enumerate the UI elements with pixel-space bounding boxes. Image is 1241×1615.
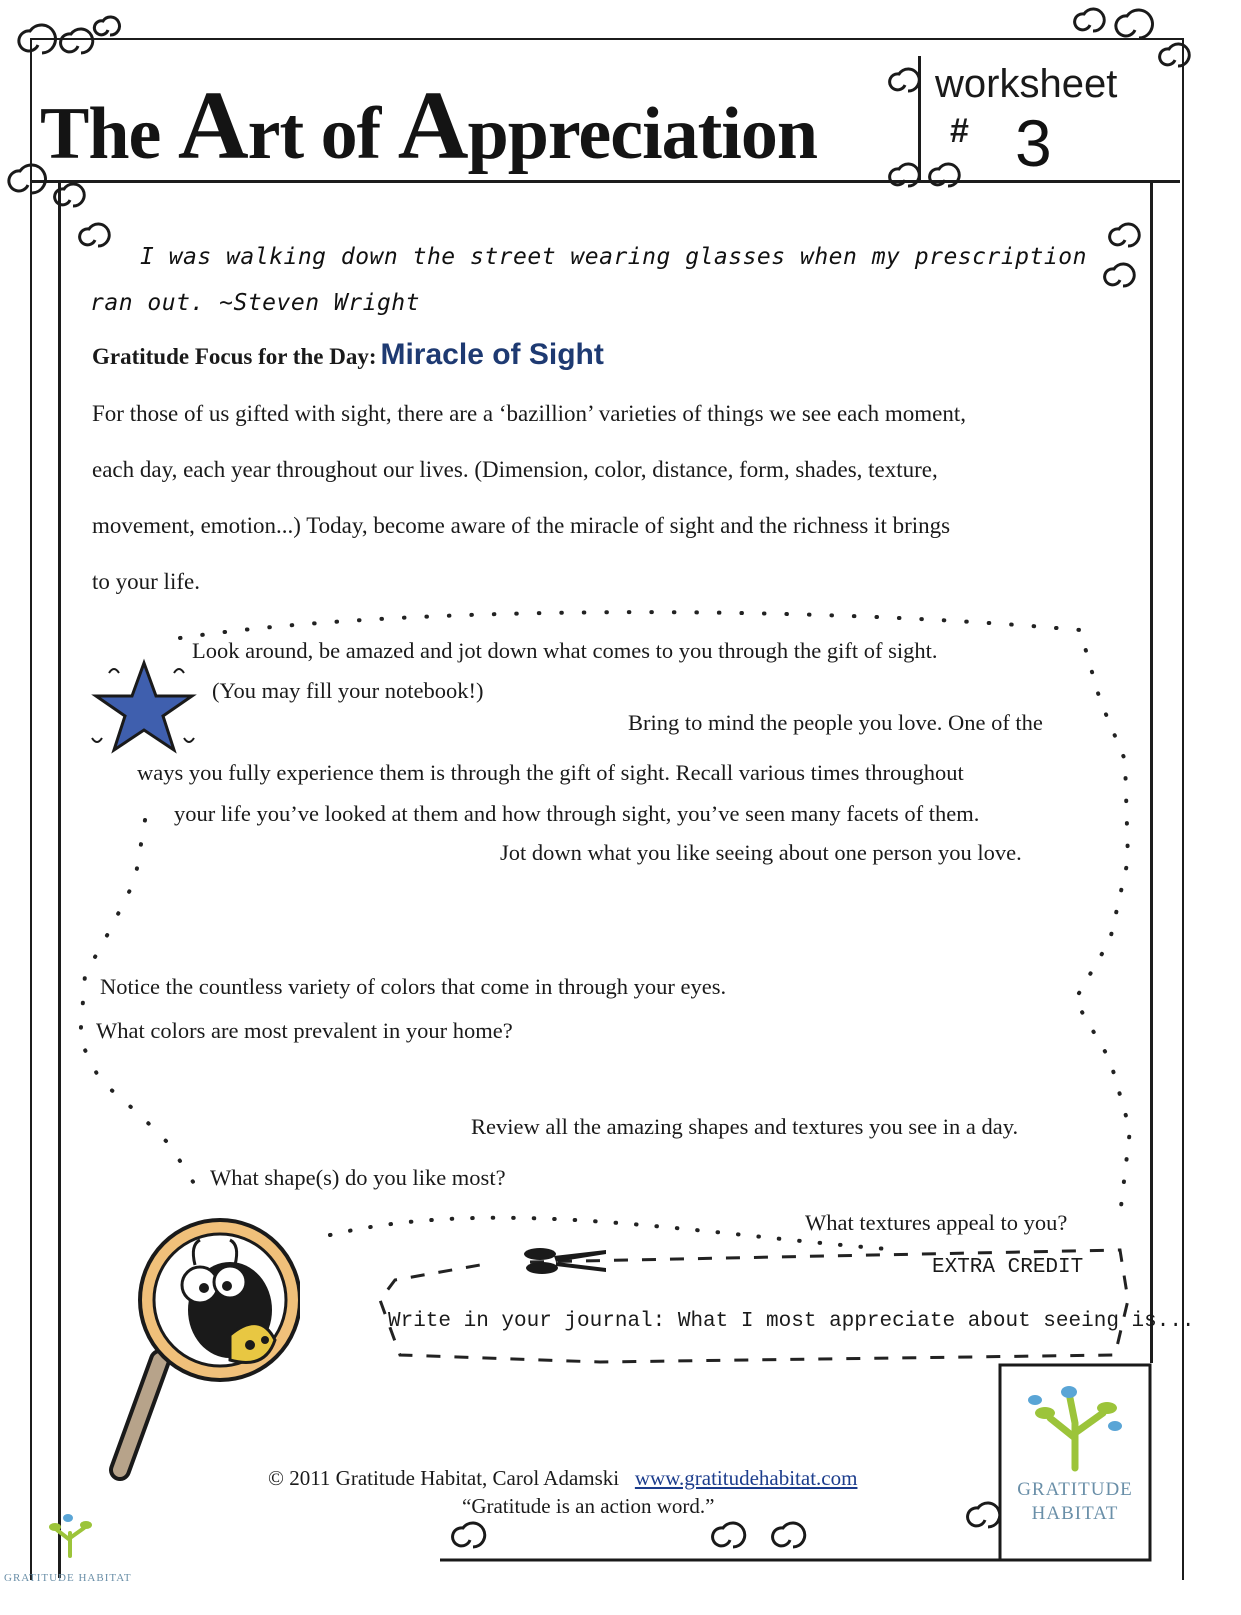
corner-tree-icon [40,1508,100,1558]
prompt-people-line-2: ways you fully experience them is through the gift of sight. Recall various times throughout [137,760,964,785]
scissors-icon [520,1240,610,1280]
extra-credit-label: EXTRA CREDIT [932,1256,1084,1279]
logo-text [1015,1478,1135,1526]
corner-logo-line-1: GRATITUDE [4,1572,75,1584]
corner-logo-line-2: HABITAT [78,1572,132,1584]
worksheet-label: worksheet [935,62,1118,106]
star-icon [84,658,204,758]
prompt-people-line-4: Jot down what you like seeing about one person you love. [500,840,1022,865]
corner-logo-text [4,1572,132,1584]
intro-line: movement, emotion...) Today, become aware of the miracle of sight and the richness it brings [92,513,951,538]
extra-credit-text: Write in your journal: What I most appreciate about seeing is... [388,1310,1195,1333]
intro-line: to your life. [92,569,200,594]
intro-line: For those of us gifted with sight, there are a ‘bazillion’ varieties of things we see each moment, [92,401,966,426]
prompt-shapes-line-2: What shape(s) do you like most? [210,1165,506,1190]
focus-topic: Miracle of Sight [380,338,604,371]
prompt-look-around-note: (You may fill your notebook!) [212,678,484,703]
worksheet-hash: # [950,112,969,150]
prompt-people-line-1: Bring to mind the people you love. One of the [628,710,1043,735]
focus-label: Gratitude Focus for the Day: [92,344,377,369]
logo-line-1: GRATITUDE [1017,1479,1133,1500]
prompt-textures: What textures appeal to you? [805,1210,1068,1235]
prompt-colors-line-1: Notice the countless variety of colors that come in through your eyes. [100,974,727,999]
page-title: The Art of Appreciation [40,72,817,180]
quote-line-2: ran out. ~Steven Wright [90,290,420,316]
footer-tagline: “Gratitude is an action word.” [462,1494,715,1518]
intro-line: each day, each year throughout our lives. (Dimension, color, distance, form, shades, texture, [92,457,938,482]
footer-url-link[interactable]: www.gratitudehabitat.com [634,1466,858,1490]
prompt-shapes-line-1: Review all the amazing shapes and textures you see in a day. [471,1114,1019,1139]
prompt-look-around: Look around, be amazed and jot down what comes to you through the gift of sight. [192,638,938,663]
magnifier-ladybug-icon [100,1210,300,1490]
footer-copyright: © 2011 Gratitude Habitat, Carol Adamski [268,1466,620,1490]
gratitude-habitat-tree-icon [1015,1378,1135,1473]
footer-line [268,1466,857,1491]
worksheet-number: 3 [1015,106,1052,180]
prompt-colors-line-2: What colors are most prevalent in your home? [96,1018,513,1043]
logo-line-2: HABITAT [1031,1503,1119,1524]
prompt-people-line-3: your life you’ve looked at them and how through sight, you’ve seen many facets of them. [174,801,980,826]
quote-line-1: I was walking down the street wearing glasses when my prescription [140,244,1087,270]
